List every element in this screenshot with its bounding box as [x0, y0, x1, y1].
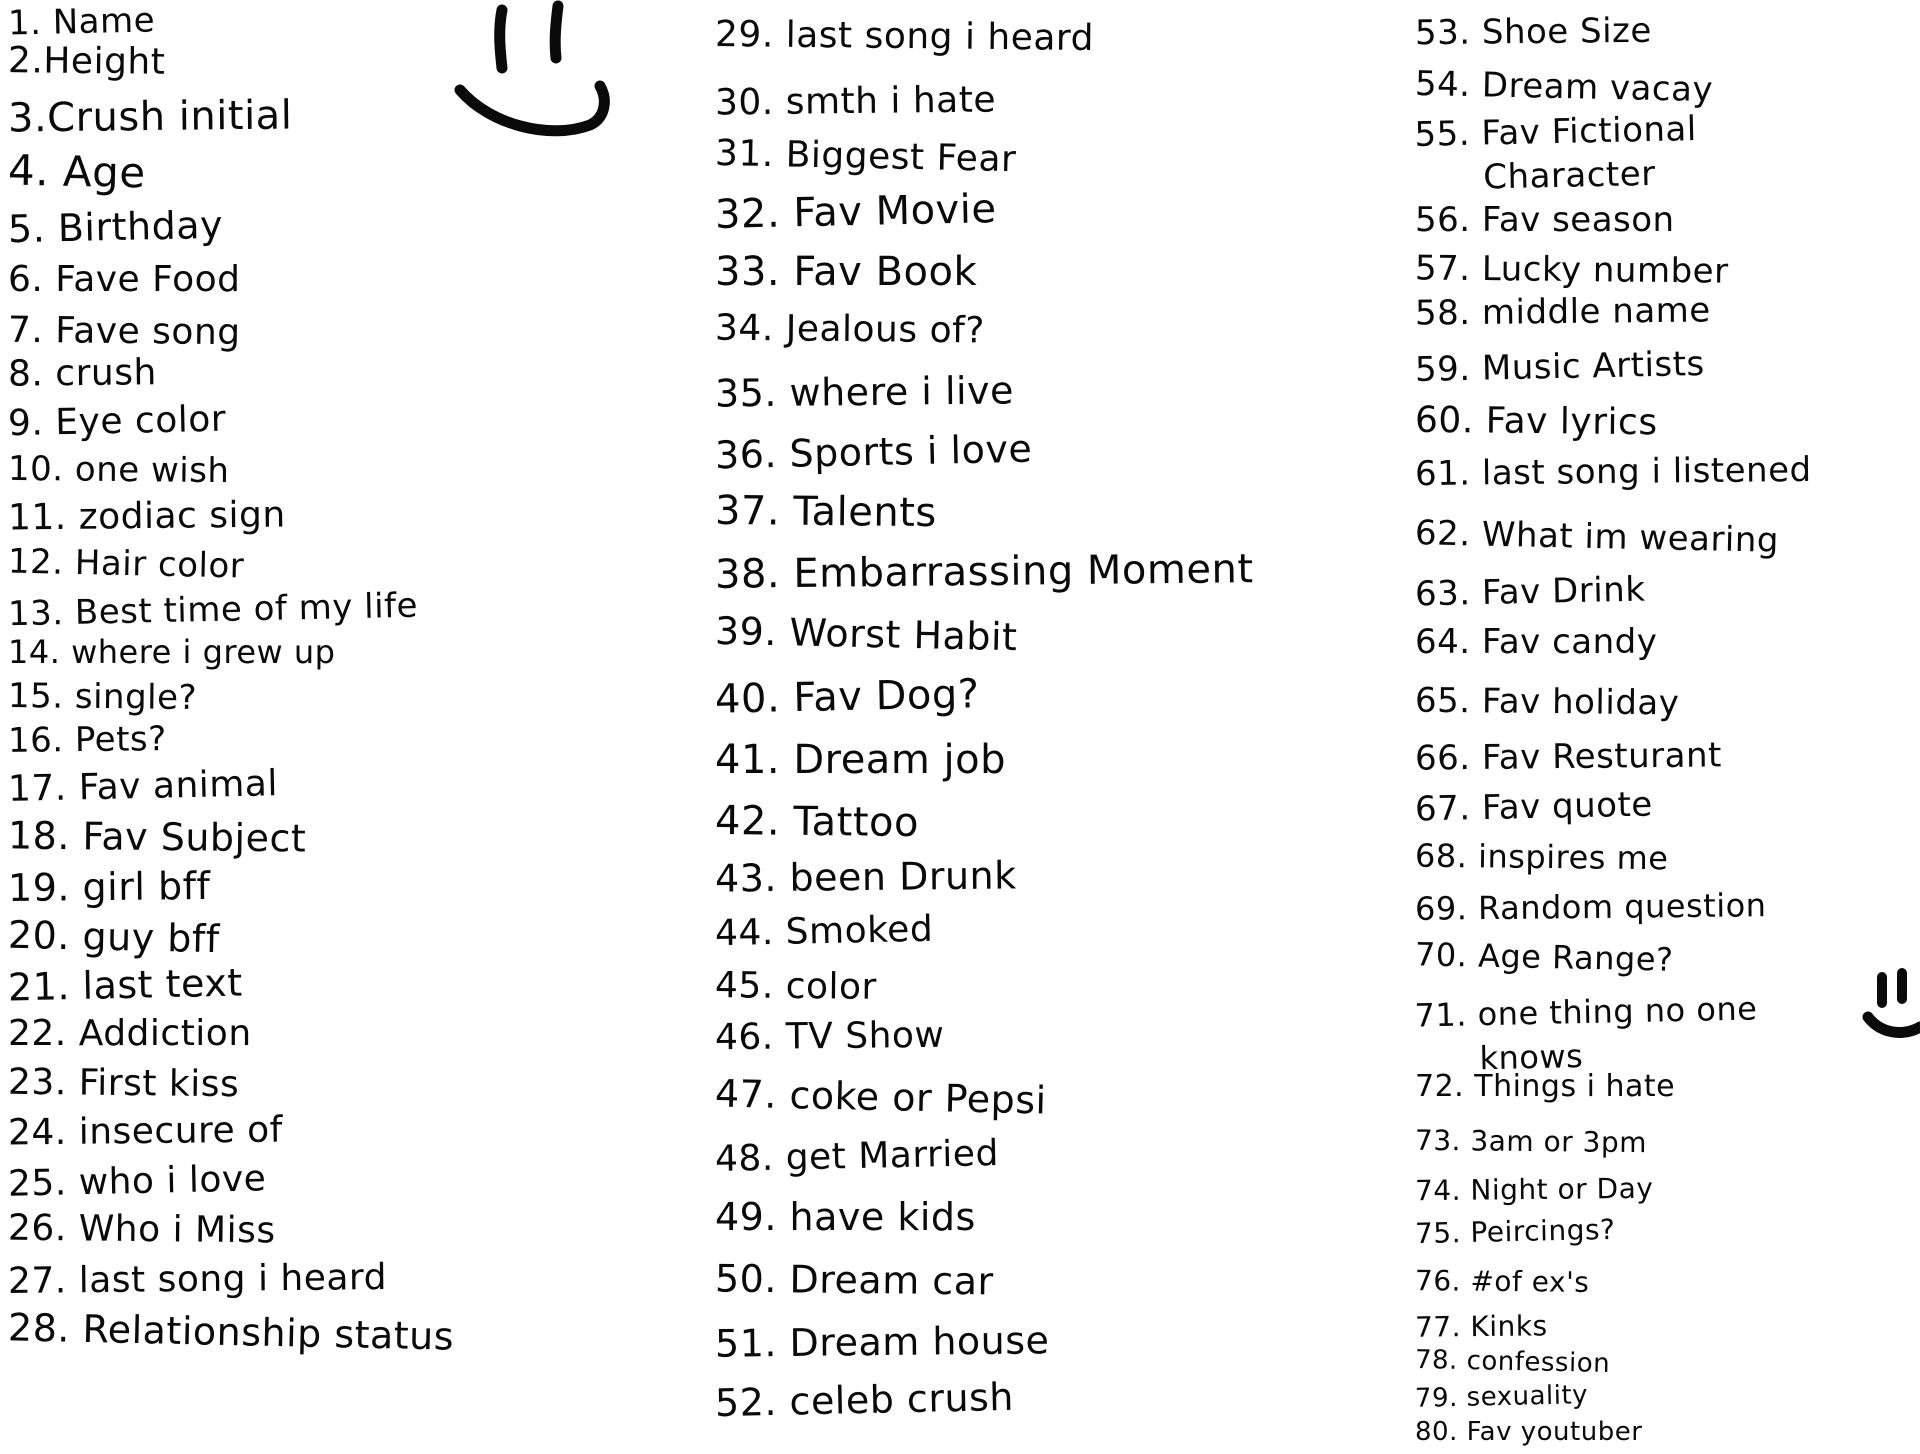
question-item [8, 584, 419, 637]
question-item [715, 799, 919, 845]
question-item [715, 1195, 976, 1239]
question-item [715, 427, 1033, 478]
question-item [1415, 620, 1657, 664]
question-item [1415, 9, 1652, 55]
question-item [8, 447, 230, 493]
question-item [715, 547, 1254, 597]
question-text: 25. who i love [7, 1158, 267, 1205]
question-text: 77. Kinks [1414, 1309, 1548, 1344]
question-item [715, 1132, 1000, 1182]
question-text: 11. zodiac sign [7, 494, 286, 539]
question-text: 68. inspires me [1414, 836, 1669, 878]
question-item [8, 94, 293, 141]
question-item [1415, 1259, 1590, 1305]
question-text: 19. girl bff [7, 863, 211, 911]
question-text: 64. Fav candy [1415, 622, 1658, 662]
question-item [8, 961, 244, 1010]
question-item [8, 540, 245, 589]
question-text: 14. where i grew up [8, 633, 336, 671]
question-item [8, 1157, 267, 1206]
question-text: 43. been Drunk [714, 853, 1017, 901]
question-item [715, 13, 1094, 61]
question-text: 17. Fav animal [7, 763, 279, 810]
question-text: 60. Fav lyrics [1414, 399, 1658, 444]
question-item [715, 908, 934, 957]
question-text: 67. Fav quote [1414, 784, 1654, 830]
question-text: 10. one wish [7, 448, 230, 492]
question-item [715, 964, 877, 1010]
question-item [1415, 511, 1780, 563]
question-item [1415, 1167, 1654, 1213]
question-item [1415, 62, 1714, 112]
question-item [715, 187, 997, 237]
question-item [8, 717, 167, 763]
question-text: 63. Fav Drink [1414, 569, 1646, 615]
question-item [8, 1109, 283, 1156]
question-item [715, 1014, 945, 1060]
question-text: 58. middle name [1414, 290, 1711, 334]
question-text: 42. Tattoo [714, 797, 920, 847]
question-text: 69. Random question [1414, 886, 1767, 928]
question-text: 59. Music Artists [1414, 343, 1706, 391]
question-text: 22. Addiction [8, 1013, 252, 1054]
question-text: 13. Best time of my life [7, 585, 419, 635]
question-text: 72. Things i hate [1415, 1069, 1676, 1104]
question-text: 48. get Married [714, 1133, 1000, 1180]
question-text: 54. Dream vacay [1414, 63, 1714, 111]
question-text: 7. Fave song [7, 309, 241, 354]
question-text: 46. TV Show [714, 1014, 945, 1059]
question-text: 74. Night or Day [1414, 1171, 1654, 1208]
question-text: 66. Fav Resturant [1414, 735, 1723, 779]
question-text: 24. insecure of [7, 1109, 284, 1154]
question-text: 26. Who i Miss [7, 1207, 276, 1252]
question-item [715, 79, 996, 126]
question-item [8, 494, 286, 541]
question-text: 44. Smoked [714, 908, 934, 955]
question-item [8, 398, 227, 447]
question-item [1415, 783, 1654, 832]
question-text: 55. Fav Fictional Character [1414, 109, 1698, 199]
question-text: 6. Fave Food [8, 259, 241, 300]
question-text: 76. #of ex's [1414, 1264, 1590, 1299]
question-text: 12. Hair color [7, 541, 245, 587]
question-text: 31. Biggest Fear [714, 132, 1017, 181]
question-text: 32. Fav Movie [714, 186, 997, 238]
question-text: 21. last text [7, 960, 244, 1010]
question-text: 4. Age [7, 145, 147, 198]
question-text: 27. last song i heard [7, 1257, 388, 1302]
question-text: 15. single? [7, 676, 198, 718]
question-item [715, 1257, 994, 1304]
question-text: 9. Eye color [7, 398, 227, 445]
question-item [715, 132, 1017, 182]
question-text: 80. Fav youtuber [1415, 1417, 1643, 1447]
question-text: 2.Height [7, 40, 166, 83]
question-item [8, 39, 166, 85]
question-item [1415, 1208, 1616, 1256]
question-item [715, 250, 977, 294]
question-text: 73. 3am or 3pm [1414, 1123, 1648, 1160]
question-item [8, 309, 241, 355]
question-text: 57. Lucky number [1414, 248, 1729, 292]
question-item [7, 145, 147, 198]
question-text: 16. Pets? [7, 719, 167, 761]
question-item [8, 1061, 240, 1107]
question-item [715, 853, 1017, 900]
question-item [1415, 834, 1669, 881]
question-text: 36. Sports i love [714, 426, 1033, 478]
question-item [8, 630, 335, 674]
question-item [1415, 568, 1646, 617]
question-text: 20. guy bff [7, 912, 221, 962]
question-item [715, 489, 937, 535]
question-item [715, 1072, 1047, 1123]
question-item [715, 307, 985, 354]
question-item [1415, 288, 1711, 335]
question-item [1415, 1119, 1647, 1165]
question-item [8, 1207, 276, 1254]
question-item [1415, 679, 1680, 726]
question-item [1415, 932, 1674, 981]
question-text: 34. Jealous of? [714, 307, 986, 352]
question-item [715, 1375, 1015, 1425]
question-text: 71. one thing no one knows [1414, 989, 1758, 1079]
question-text: 75. Peircings? [1414, 1212, 1616, 1251]
question-text: 52. celeb crush [714, 1374, 1015, 1426]
question-text: 47. coke or Pepsi [714, 1071, 1048, 1123]
question-text: 23. First kiss [7, 1061, 240, 1106]
question-item [1415, 1410, 1642, 1454]
question-text: 78. confession [1414, 1344, 1611, 1380]
question-item [715, 609, 1018, 659]
question-item [8, 762, 279, 812]
question-text: 1. Name [7, 0, 156, 44]
question-item [715, 672, 980, 722]
question-text: 50. Dream car [714, 1256, 994, 1304]
question-item [715, 738, 1006, 782]
question-text: 51. Dream house [714, 1318, 1050, 1366]
question-text: 5. Birthday [7, 202, 224, 252]
question-text: 41. Dream job [715, 737, 1006, 783]
question-item [1414, 107, 1698, 201]
question-text: 8. crush [7, 352, 157, 395]
question-item [8, 258, 240, 302]
question-text: 65. Fav holiday [1414, 680, 1680, 724]
question-item [715, 1318, 1050, 1365]
question-item [1415, 733, 1722, 780]
question-item [1415, 1065, 1675, 1109]
question-item [1415, 883, 1767, 931]
question-item [8, 674, 198, 720]
question-text: 37. Talents [714, 487, 937, 537]
smiley-face-icon [440, 0, 630, 150]
question-text: 49. have kids [715, 1195, 976, 1239]
question-item [8, 1012, 252, 1056]
question-item [1415, 342, 1706, 392]
question-item [1415, 246, 1729, 293]
question-item [8, 864, 211, 910]
question-text: 30. smth i hate [714, 79, 997, 124]
question-text: 56. Fav season [1415, 200, 1675, 240]
question-text: 18. Fav Subject [7, 813, 307, 861]
question-text: 40. Fav Dog? [714, 671, 980, 723]
question-text: 53. Shoe Size [1414, 10, 1653, 54]
question-text: 62. What im wearing [1414, 513, 1780, 561]
question-item [8, 1305, 455, 1358]
question-text: 70. Age Range? [1414, 935, 1674, 979]
question-text: 33. Fav Book [715, 249, 978, 295]
question-text: 45. color [714, 965, 878, 1008]
question-text: 35. where i live [714, 368, 1015, 416]
question-text: 3.Crush initial [7, 92, 293, 142]
question-text: 39. Worst Habit [714, 608, 1018, 660]
question-text: 79. sexuality [1414, 1380, 1589, 1414]
smiley-face-icon [1860, 965, 1920, 1045]
question-item [8, 203, 224, 251]
question-text: 38. Embarrassing Moment [714, 546, 1254, 598]
question-text: 29. last song i heard [714, 14, 1095, 59]
question-item [715, 368, 1014, 415]
question-item [1415, 198, 1675, 242]
question-item [8, 1256, 387, 1304]
question-item [8, 913, 221, 961]
question-item [1415, 399, 1658, 446]
question-item [8, 813, 307, 860]
question-item [8, 351, 157, 397]
question-text: 28. Relationship status [7, 1305, 455, 1359]
question-text: 61. last song i listened [1414, 449, 1812, 495]
question-item [1415, 448, 1812, 496]
